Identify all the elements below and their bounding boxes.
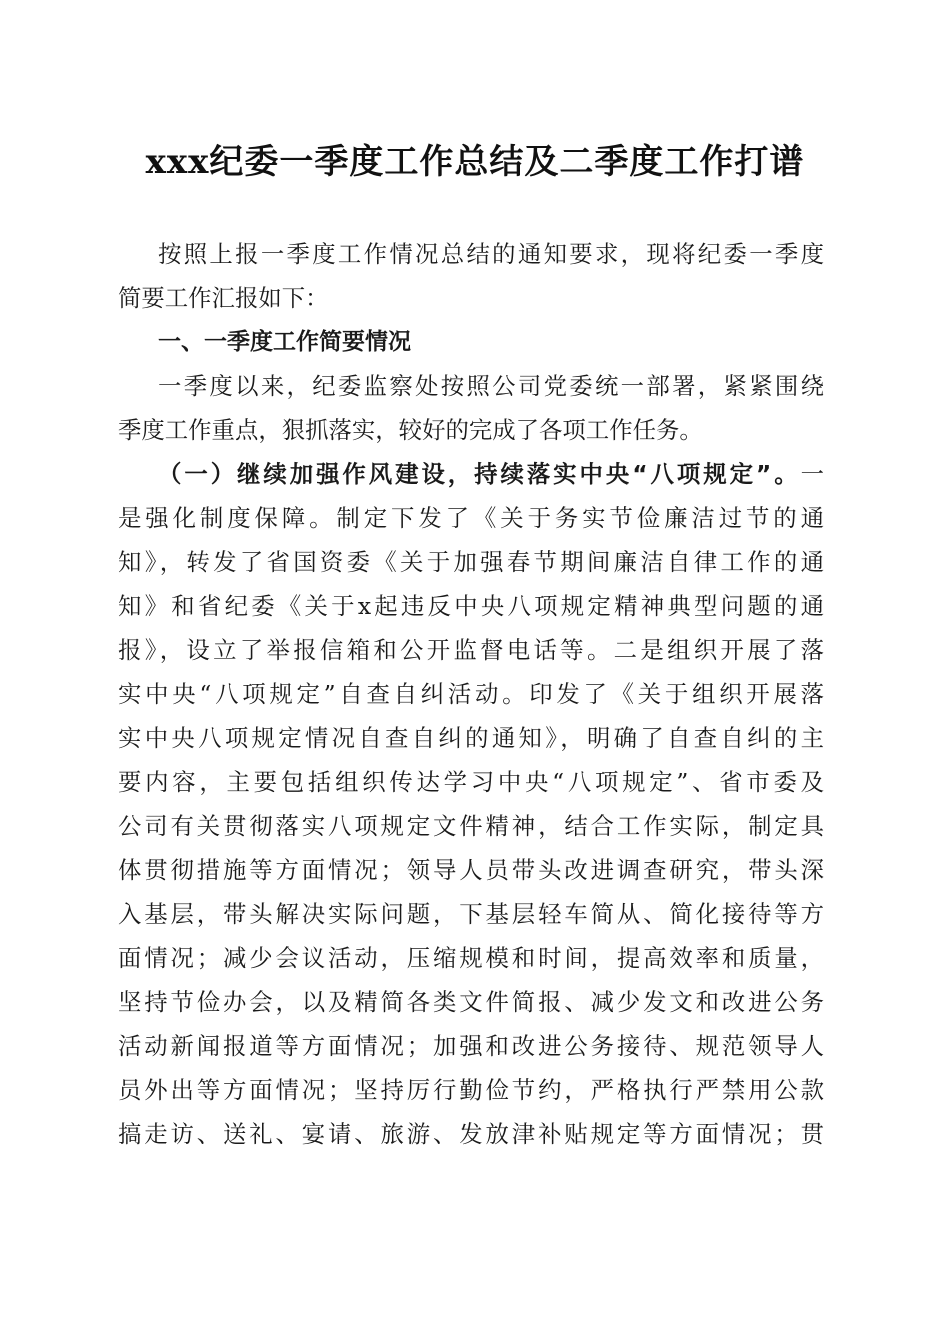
subsection-title: （一）继续加强作风建设，持续落实中央“八项规定”。 <box>158 460 801 488</box>
subsection-line <box>158 454 824 494</box>
body-line: 搞走访、送礼、宴请、旅游、发放津补贴规定等方面情况；贯 <box>118 1120 824 1148</box>
paragraph-line: 季度工作重点，狠抓落实，较好的完成了各项工作任务。 <box>118 416 703 444</box>
document-title: xxx纪委一季度工作总结及二季度工作打谱 <box>145 142 805 182</box>
body-line: 活动新闻报道等方面情况；加强和改进公务接待、规范领导人 <box>118 1032 824 1060</box>
body-line: 知》和省纪委《关于x起违反中央八项规定精神典型问题的通 <box>118 592 824 620</box>
body-line: 入基层，带头解决实际问题，下基层轻车简从、简化接待等方 <box>118 900 824 928</box>
subsection-tail: 一 <box>800 460 824 488</box>
body-line: 坚持节俭办会，以及精简各类文件简报、减少发文和改进公务 <box>118 988 824 1016</box>
body-line: 面情况；减少会议活动，压缩规模和时间，提高效率和质量， <box>118 944 824 972</box>
paragraph-line: 一季度以来，纪委监察处按照公司党委统一部署，紧紧围绕 <box>158 372 824 400</box>
intro-line-1: 按照上报一季度工作情况总结的通知要求，现将纪委一季度 <box>158 240 824 268</box>
intro-line-2: 简要工作汇报如下： <box>118 284 329 312</box>
body-line: 是强化制度保障。制定下发了《关于务实节俭廉洁过节的通 <box>118 504 824 532</box>
body-line: 公司有关贯彻落实八项规定文件精神，结合工作实际，制定具 <box>118 812 824 840</box>
body-line: 体贯彻措施等方面情况；领导人员带头改进调查研究，带头深 <box>118 856 824 884</box>
body-line: 实中央八项规定情况自查自纠的通知》，明确了自查自纠的主 <box>118 724 824 752</box>
body-line: 报》，设立了举报信箱和公开监督电话等。二是组织开展了落 <box>118 636 824 664</box>
body-line: 要内容，主要包括组织传达学习中央“八项规定”、省市委及 <box>118 768 824 796</box>
body-line: 员外出等方面情况；坚持厉行勤俭节约，严格执行严禁用公款 <box>118 1076 824 1104</box>
section-heading: 一、一季度工作简要情况 <box>158 329 411 355</box>
body-line: 实中央“八项规定”自查自纠活动。印发了《关于组织开展落 <box>118 680 824 708</box>
body-line: 知》，转发了省国资委《关于加强春节期间廉洁自律工作的通 <box>118 548 824 576</box>
